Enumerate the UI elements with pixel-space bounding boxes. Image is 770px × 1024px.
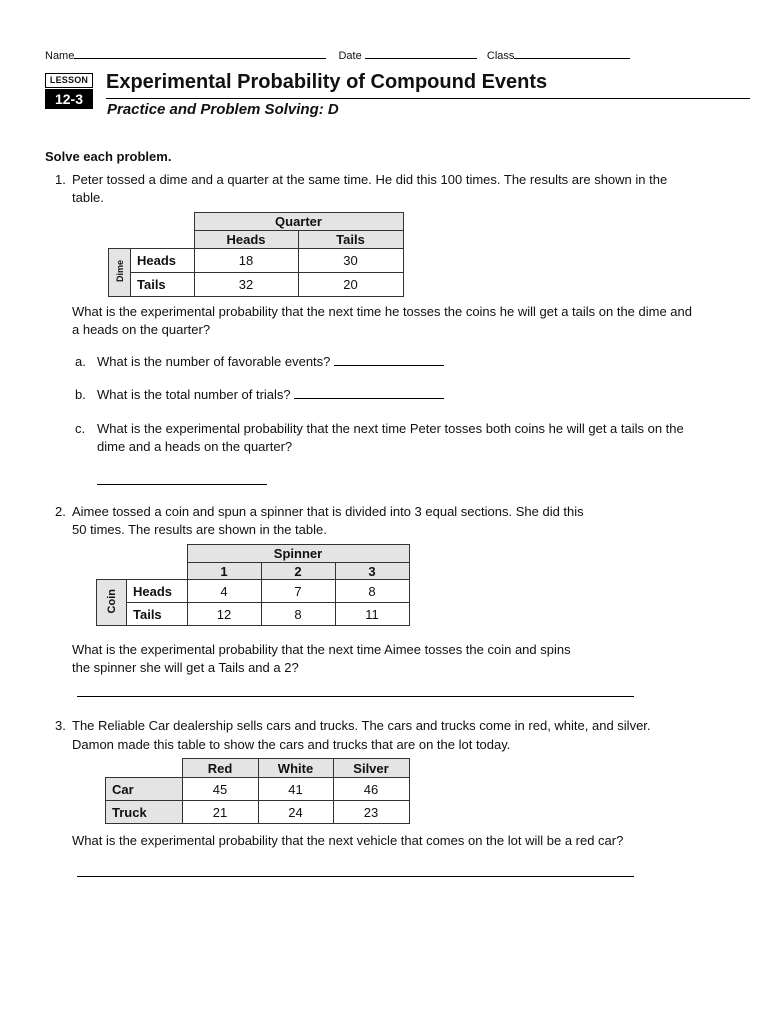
problem-3-text-line2: Damon made this table to show the cars and trucks that are on the lot today. [72,737,511,752]
part-c-question-line1: What is the experimental probability that the next time Peter tosses both coins he will get a tails on the [97,421,684,436]
table-row-header: Heads [131,249,195,273]
problem-3-text-line1: The Reliable Car dealership sells cars and trucks. The cars and trucks come in red, white, and silver. [72,718,651,733]
problem-3-table [105,758,410,824]
problem-2-text-line1: Aimee tossed a coin and spun a spinner that is divided into 3 equal sections. She did this [72,504,584,519]
table-cell: 32 [194,273,298,297]
date-label: Date [338,50,362,62]
table-group-header: Spinner [187,545,409,563]
table-cell: 12 [187,603,261,626]
part-a-answer-line[interactable] [334,354,444,366]
problem-2-number: 2. [55,504,66,519]
part-a-letter: a. [75,354,86,369]
part-b-answer-line[interactable] [294,387,444,399]
problem-2-answer-line[interactable] [77,696,634,697]
part-b-question: What is the total number of trials? [97,386,444,404]
class-label: Class [486,50,515,62]
part-c-question-line2: dime and a heads on the quarter? [97,439,293,454]
table-cell: 45 [182,778,258,801]
table-row-group-header: Dime [109,249,131,297]
table-row-header: Car [106,778,183,801]
problem-2-text-line2: 50 times. The results are shown in the table. [72,522,327,537]
name-label: Name [45,50,75,62]
problem-2-question-line1: What is the experimental probability that the next time Aimee tosses the coin and spins [72,642,571,657]
table-cell: 8 [261,603,335,626]
table-row-group-header: Coin [97,580,127,626]
problem-1-text-line1: Peter tossed a dime and a quarter at the same time. He did this 100 times. The results are shown in the [72,172,668,187]
part-c-letter: c. [75,421,86,436]
table-cell: 46 [333,778,409,801]
table-cell: 7 [261,580,335,603]
problem-1-table [108,212,404,297]
table-cell: 4 [187,580,261,603]
table-col-header: 1 [187,563,261,580]
instructions: Solve each problem. [45,149,172,164]
title-divider [106,98,750,99]
problem-2-table [96,544,410,626]
date-field[interactable] [365,48,477,59]
table-cell: 24 [258,801,333,824]
table-group-header: Quarter [194,213,403,231]
table-cell: 41 [258,778,333,801]
problem-1-question-line1: What is the experimental probability that the next time he tosses the coins he will get a tails on the dime and [72,304,693,319]
student-info-header [45,48,630,62]
lesson-number: 12-3 [45,89,93,109]
table-row-header: Tails [127,603,188,626]
problem-1-text-line2: table. [72,190,104,205]
problem-3-answer-line[interactable] [77,876,634,877]
problem-3-question: What is the experimental probability that the next vehicle that comes on the lot will be a red car? [72,833,624,848]
table-col-header: Heads [194,231,298,249]
name-field[interactable] [74,48,326,59]
table-col-header: White [258,759,333,778]
table-row-header: Truck [106,801,183,824]
part-a-question: What is the number of favorable events? [97,353,444,371]
problem-1-number: 1. [55,172,66,187]
page-title: Experimental Probability of Compound Events [106,71,548,93]
page-subtitle: Practice and Problem Solving: D [107,101,339,118]
table-col-header: Red [182,759,258,778]
table-row-header: Tails [131,273,195,297]
lesson-badge [45,73,93,109]
table-cell: 30 [298,249,403,273]
table-col-header: 2 [261,563,335,580]
table-row-header: Heads [127,580,188,603]
table-cell: 8 [335,580,409,603]
table-cell: 21 [182,801,258,824]
problem-1-question-line2: a heads on the quarter? [72,322,211,337]
part-c-answer-line[interactable] [97,484,267,485]
table-col-header: Silver [333,759,409,778]
table-col-header: 3 [335,563,409,580]
table-cell: 23 [333,801,409,824]
table-col-header: Tails [298,231,403,249]
problem-3-number: 3. [55,718,66,733]
table-cell: 20 [298,273,403,297]
table-cell: 18 [194,249,298,273]
part-b-letter: b. [75,387,86,402]
class-field[interactable] [514,48,630,59]
table-cell: 11 [335,603,409,626]
lesson-label: LESSON [45,73,93,88]
problem-2-question-line2: the spinner she will get a Tails and a 2? [72,660,299,675]
